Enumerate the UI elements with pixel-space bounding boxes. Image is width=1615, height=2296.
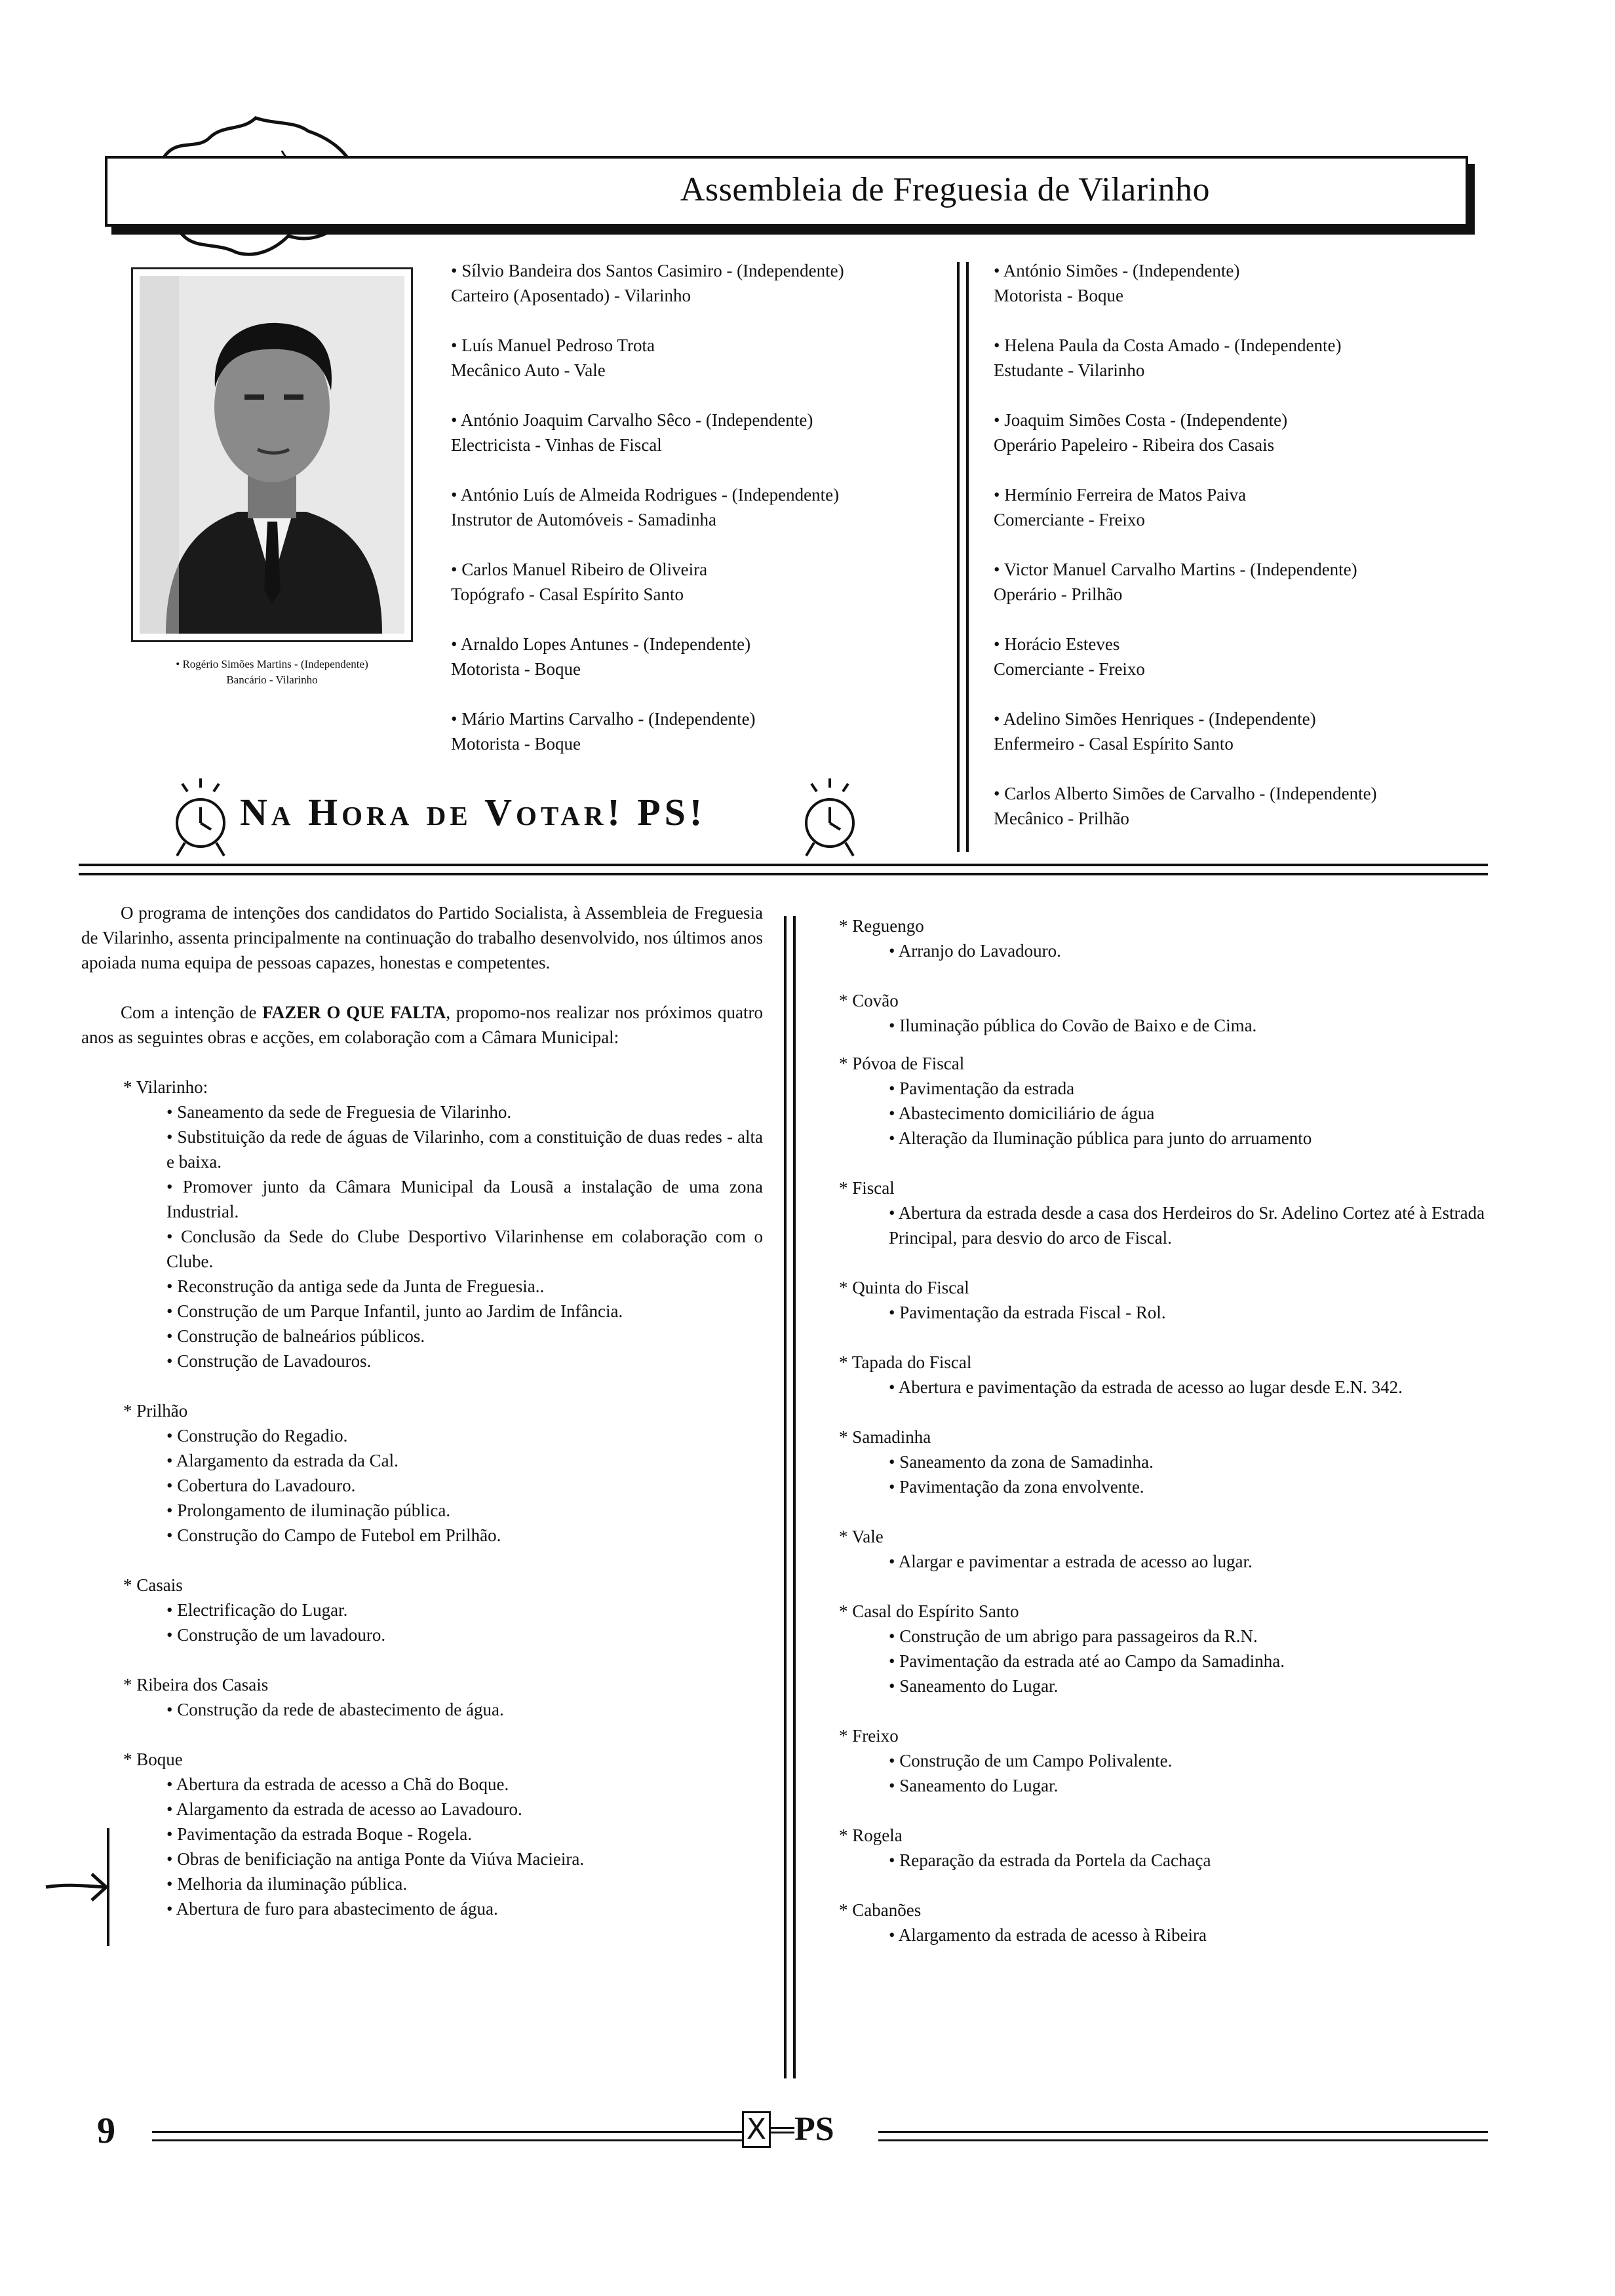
candidate-entry <box>994 333 1505 383</box>
caption-detail: Bancário - Vilarinho <box>226 674 318 686</box>
program-item: • Iluminação pública do Covão de Baixo e de Cima. <box>889 1016 1257 1035</box>
program-item: • Pavimentação da estrada até ao Campo da Samadinha. <box>889 1651 1285 1671</box>
program-item: • Abertura da estrada desde a casa dos Herdeiros do Sr. Adelino Cortez até à Estrada Principal, para desvio do arco de Fiscal. <box>889 1203 1485 1248</box>
location-group <box>81 1573 763 1647</box>
program-item: • Abastecimento domiciliário de água <box>889 1103 1155 1123</box>
candidate-detail: Operário Papeleiro - Ribeira dos Casais <box>994 435 1275 455</box>
page-title: Assembleia de Freguesia de Vilarinho <box>680 171 1210 208</box>
location-group <box>81 1398 763 1548</box>
title-banner <box>105 156 1468 227</box>
candidate-detail: Mecânico Auto - Vale <box>451 360 606 380</box>
program-item: • Pavimentação da estrada Boque - Rogela. <box>166 1824 473 1844</box>
location-heading: * Tapada do Fiscal <box>839 1352 972 1372</box>
location-heading: * Casal do Espírito Santo <box>839 1601 1019 1621</box>
candidate-name: • António Luís de Almeida Rodrigues - (Independente) <box>451 485 840 505</box>
location-heading: * Póvoa de Fiscal <box>839 1054 965 1073</box>
program-item: • Construção de Lavadouros. <box>166 1351 372 1371</box>
program-item: • Saneamento da sede de Freguesia de Vilarinho. <box>166 1102 512 1122</box>
location-heading: * Boque <box>123 1750 183 1769</box>
program-item: • Abertura da estrada de acesso a Chã do Boque. <box>166 1774 509 1794</box>
location-group <box>800 1051 1488 1151</box>
program-item: • Pavimentação da estrada Fiscal - Rol. <box>889 1303 1166 1322</box>
column-divider <box>957 262 969 852</box>
location-group <box>800 1599 1488 1698</box>
program-item: • Alteração da Iluminação pública para junto do arruamento <box>889 1128 1312 1148</box>
program-item: • Reparação da estrada da Portela da Cachaça <box>889 1850 1211 1870</box>
location-heading: * Fiscal <box>839 1178 895 1198</box>
footer-rule <box>152 2131 742 2141</box>
candidate-entry <box>994 258 1505 308</box>
location-heading: * Samadinha <box>839 1427 931 1447</box>
program-item: • Substituição da rede de águas de Vilarinho, com a constituição de duas redes - alta e baixa. <box>166 1127 763 1172</box>
slogan-text: Na Hora de Votar! PS! <box>240 791 707 833</box>
candidate-detail: Motorista - Boque <box>994 286 1123 305</box>
candidate-name: • Adelino Simões Henriques - (Independente) <box>994 709 1316 729</box>
candidate-name: • Mário Martins Carvalho - (Independente) <box>451 709 756 729</box>
candidate-name: • Helena Paula da Costa Amado - (Independente) <box>994 335 1342 355</box>
party-logo <box>742 2107 880 2153</box>
candidate-name: • Joaquim Simões Costa - (Independente) <box>994 410 1288 430</box>
location-heading: * Casais <box>123 1575 183 1595</box>
location-group <box>800 1425 1488 1499</box>
program-item: • Construção de um Parque Infantil, junto ao Jardim de Infância. <box>166 1301 623 1321</box>
location-group <box>800 1898 1488 1947</box>
program-item: • Construção de um Campo Polivalente. <box>889 1751 1173 1770</box>
program-item: • Reconstrução da antiga sede da Junta de Freguesia.. <box>166 1276 545 1296</box>
program-item: • Electrificação do Lugar. <box>166 1600 348 1620</box>
location-group <box>81 1075 763 1373</box>
alarm-clock-icon <box>168 775 233 860</box>
candidate-detail: Comerciante - Freixo <box>994 659 1145 679</box>
left-locations <box>81 1075 763 1921</box>
program-item: • Saneamento do Lugar. <box>889 1676 1059 1696</box>
program-item: • Construção de balneários públicos. <box>166 1326 425 1346</box>
candidate-name: • Hermínio Ferreira de Matos Paiva <box>994 485 1247 505</box>
program-item: • Alargar e pavimentar a estrada de acesso ao lugar. <box>889 1552 1253 1571</box>
candidate-detail: Carteiro (Aposentado) - Vilarinho <box>451 286 691 305</box>
program-item: • Alargamento da estrada de acesso à Ribeira <box>889 1925 1207 1945</box>
location-heading: * Reguengo <box>839 916 924 936</box>
candidate-entry <box>451 706 949 756</box>
candidate-detail: Instrutor de Automóveis - Samadinha <box>451 510 716 529</box>
location-heading: * Rogela <box>839 1826 903 1845</box>
caption-name: • Rogério Simões Martins - (Independente) <box>176 658 368 670</box>
program-item: • Promover junto da Câmara Municipal da Lousã a instalação de uma zona Industrial. <box>166 1177 763 1221</box>
program-item: • Arranjo do Lavadouro. <box>889 941 1061 961</box>
location-group <box>800 1350 1488 1400</box>
logo-mark: X <box>742 2111 771 2148</box>
lead-prefix: Com a intenção de <box>121 1003 263 1022</box>
candidate-name: • Victor Manuel Carvalho Martins - (Independente) <box>994 560 1357 579</box>
candidates-list-middle <box>451 258 949 781</box>
location-group <box>800 988 1488 1038</box>
candidate-name: • Carlos Alberto Simões de Carvalho - (Independente) <box>994 784 1377 803</box>
location-heading: * Freixo <box>839 1726 899 1746</box>
program-item: • Pavimentação da estrada <box>889 1079 1075 1098</box>
location-heading: * Covão <box>839 991 899 1010</box>
program-item: • Melhoria da iluminação pública. <box>166 1874 408 1894</box>
candidate-entry <box>994 706 1505 756</box>
program-item: • Pavimentação da zona envolvente. <box>889 1477 1144 1497</box>
candidate-detail: Comerciante - Freixo <box>994 510 1145 529</box>
candidate-name: • Luís Manuel Pedroso Trota <box>451 335 655 355</box>
program-item: • Abertura de furo para abastecimento de água. <box>166 1899 498 1919</box>
column-divider <box>784 916 796 2078</box>
candidate-detail: Mecânico - Prilhão <box>994 809 1129 828</box>
lead-paragraph <box>81 1000 763 1050</box>
program-left-column <box>81 900 763 1946</box>
location-group <box>800 1823 1488 1873</box>
candidate-detail: Enfermeiro - Casal Espírito Santo <box>994 734 1234 754</box>
program-item: • Cobertura do Lavadouro. <box>166 1476 356 1495</box>
slogan-banner <box>168 775 863 860</box>
candidate-detail: Electricista - Vinhas de Fiscal <box>451 435 662 455</box>
program-item: • Construção da rede de abastecimento de água. <box>166 1700 504 1719</box>
candidate-entry <box>451 557 949 607</box>
location-group <box>800 913 1488 963</box>
program-item: • Obras de benificiação na antiga Ponte da Viúva Macieira. <box>166 1849 585 1869</box>
candidate-detail: Motorista - Boque <box>451 659 581 679</box>
location-group <box>800 1723 1488 1798</box>
location-heading: * Ribeira dos Casais <box>123 1675 269 1694</box>
candidate-detail: Motorista - Boque <box>451 734 581 754</box>
candidate-detail: Estudante - Vilarinho <box>994 360 1145 380</box>
candidate-name: • Carlos Manuel Ribeiro de Oliveira <box>451 560 708 579</box>
location-heading: * Prilhão <box>123 1401 188 1421</box>
candidate-name: • António Joaquim Carvalho Sêco - (Independente) <box>451 410 813 430</box>
program-item: • Saneamento do Lugar. <box>889 1776 1059 1795</box>
candidates-list-right <box>994 258 1505 856</box>
program-item: • Construção de um lavadouro. <box>166 1625 386 1645</box>
footer-rule <box>878 2131 1488 2141</box>
candidate-entry <box>451 333 949 383</box>
location-group <box>800 1176 1488 1250</box>
right-locations <box>800 913 1488 1947</box>
candidate-photo <box>131 267 413 642</box>
candidate-entry <box>994 408 1505 457</box>
program-item: • Prolongamento de iluminação pública. <box>166 1501 451 1520</box>
candidate-entry <box>451 632 949 681</box>
location-group <box>800 1275 1488 1325</box>
portrait-image <box>140 276 404 634</box>
candidate-name: • Horácio Esteves <box>994 634 1120 654</box>
location-group <box>81 1747 763 1921</box>
candidate-entry <box>994 632 1505 681</box>
handwritten-arrow-icon <box>39 1822 125 1953</box>
program-item: • Abertura e pavimentação da estrada de acesso ao lugar desde E.N. 342. <box>889 1377 1403 1397</box>
candidate-entry <box>451 258 949 308</box>
program-item: • Alargamento da estrada da Cal. <box>166 1451 399 1470</box>
location-heading: * Cabanões <box>839 1900 922 1920</box>
program-right-column <box>800 900 1488 1972</box>
candidate-name: • Sílvio Bandeira dos Santos Casimiro - (Independente) <box>451 261 844 280</box>
candidate-entry <box>451 408 949 457</box>
program-item: • Conclusão da Sede do Clube Desportivo Vilarinhense em colaboração com o Clube. <box>166 1227 763 1271</box>
photo-caption <box>92 657 452 688</box>
section-separator <box>79 864 1488 875</box>
candidate-entry <box>994 557 1505 607</box>
location-group <box>81 1672 763 1722</box>
location-heading: * Quinta do Fiscal <box>839 1278 969 1297</box>
program-item: • Alargamento da estrada de acesso ao Lavadouro. <box>166 1799 522 1819</box>
location-heading: * Vale <box>839 1527 884 1546</box>
candidate-entry <box>994 482 1505 532</box>
program-item: • Saneamento da zona de Samadinha. <box>889 1452 1154 1472</box>
intro-paragraph: O programa de intenções dos candidatos do Partido Socialista, à Assembleia de Freguesia de Vilarinho, assenta principalmente na continuação do trabalho desenvolvido, nos últimos anos apoiada numa equipa de pessoas capazes, honestas e competentes. <box>81 903 763 972</box>
location-group <box>800 1524 1488 1574</box>
candidate-name: • Arnaldo Lopes Antunes - (Independente) <box>451 634 751 654</box>
candidate-detail: Topógrafo - Casal Espírito Santo <box>451 584 684 604</box>
location-heading: * Vilarinho: <box>123 1077 208 1097</box>
candidate-entry <box>451 482 949 532</box>
lead-emphasis: FAZER O QUE FALTA <box>262 1003 446 1022</box>
alarm-clock-icon <box>797 775 863 860</box>
lead-suffix: , propomo-nos realizar nos próximos quatro anos as seguintes obras e acções, em colaboração com a Câmara Municipal: <box>81 1003 763 1047</box>
program-item: • Construção do Regadio. <box>166 1426 348 1445</box>
candidate-entry <box>994 781 1505 831</box>
logo-rule <box>771 2127 794 2133</box>
page-number: 9 <box>97 2111 115 2151</box>
candidate-detail: Operário - Prilhão <box>994 584 1123 604</box>
logo-text: PS <box>794 2111 834 2148</box>
candidate-name: • António Simões - (Independente) <box>994 261 1240 280</box>
program-item: • Construção de um abrigo para passageiros da R.N. <box>889 1626 1258 1646</box>
program-item: • Construção do Campo de Futebol em Prilhão. <box>166 1525 501 1545</box>
